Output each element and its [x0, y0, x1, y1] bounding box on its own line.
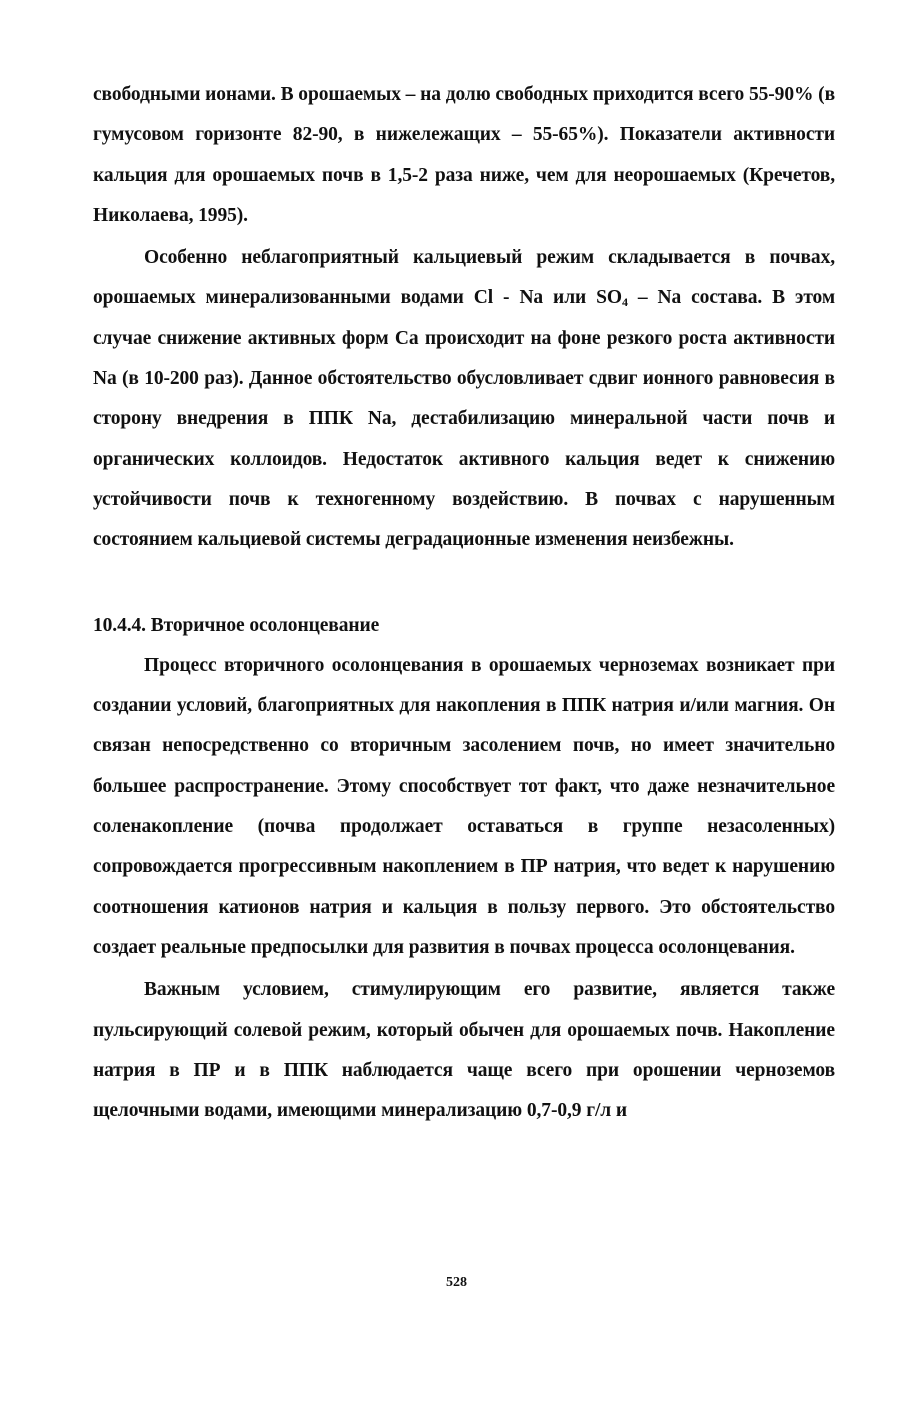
section-heading: 10.4.4. Вторичное осолонцевание [93, 614, 380, 636]
paragraph-continuation: свободными ионами. В орошаемых – на долю свободных приходится всего 55-90% (в гумусовом горизонте 82-90, в нижележащих – 55-65%). Показатели активности кальция для орошаемых почв в 1,5-2 раза ниже, чем для неорошаемых (Кречетов, Николаева, 1995). [93, 84, 835, 226]
paragraph-salt-regime: Важным условием, стимулирующим его развитие, является также пульсирующий солевой режим, который обычен для орошаемых почв. Накопление натрия в ПР и в ППК наблюдается чаще всего при орошении черноземов щелочными водами, имеющими минерализацию 0,7-0,9 г/л и [93, 979, 835, 1122]
page-body [93, 75, 835, 1131]
paragraph-calcium-regime-text-start: Особенно неблагоприятный кальциевый режим складывается в почвах, орошаемых минерализованными водами Cl - Na или SO [93, 247, 835, 309]
paragraph-calcium-regime-text-end: – Na состава. В этом случае снижение активных форм Ca происходит на фоне резкого роста активности Na (в 10-200 раз). Данное обстоятельство обусловливает сдвиг ионного равновесия в сторону внедрения в ППК Na, дестабилизацию минеральной части почв и органических коллоидов. Недостаток активного кальция ведет к снижению устойчивости почв к техногенному воздействию. В почвах с нарушенным состоянием кальциевой системы деградационные изменения неизбежны. [93, 287, 836, 551]
paragraph-calcium-regime [93, 238, 835, 560]
page-number: 528 [446, 1275, 467, 1290]
paragraph-secondary-solonetz: Процесс вторичного осолонцевания в орошаемых черноземах возникает при создании условий, благоприятных для накопления в ППК натрия и/или магния. Он связан непосредственно со вторичным засолением почв, но имеет значительно большее распространение. Этому способствует тот факт, что даже незначительное соленакопление (почва продолжает оставаться в группе незасоленных) сопровождается прогрессивным накоплением в ПР натрия, что ведет к нарушению соотношения катионов натрия и кальция в пользу первого. Это обстоятельство создает реальные предпосылки для развития в почвах процесса осолонцевания. [93, 654, 835, 958]
sulfate-subscript: 4 [621, 295, 628, 310]
